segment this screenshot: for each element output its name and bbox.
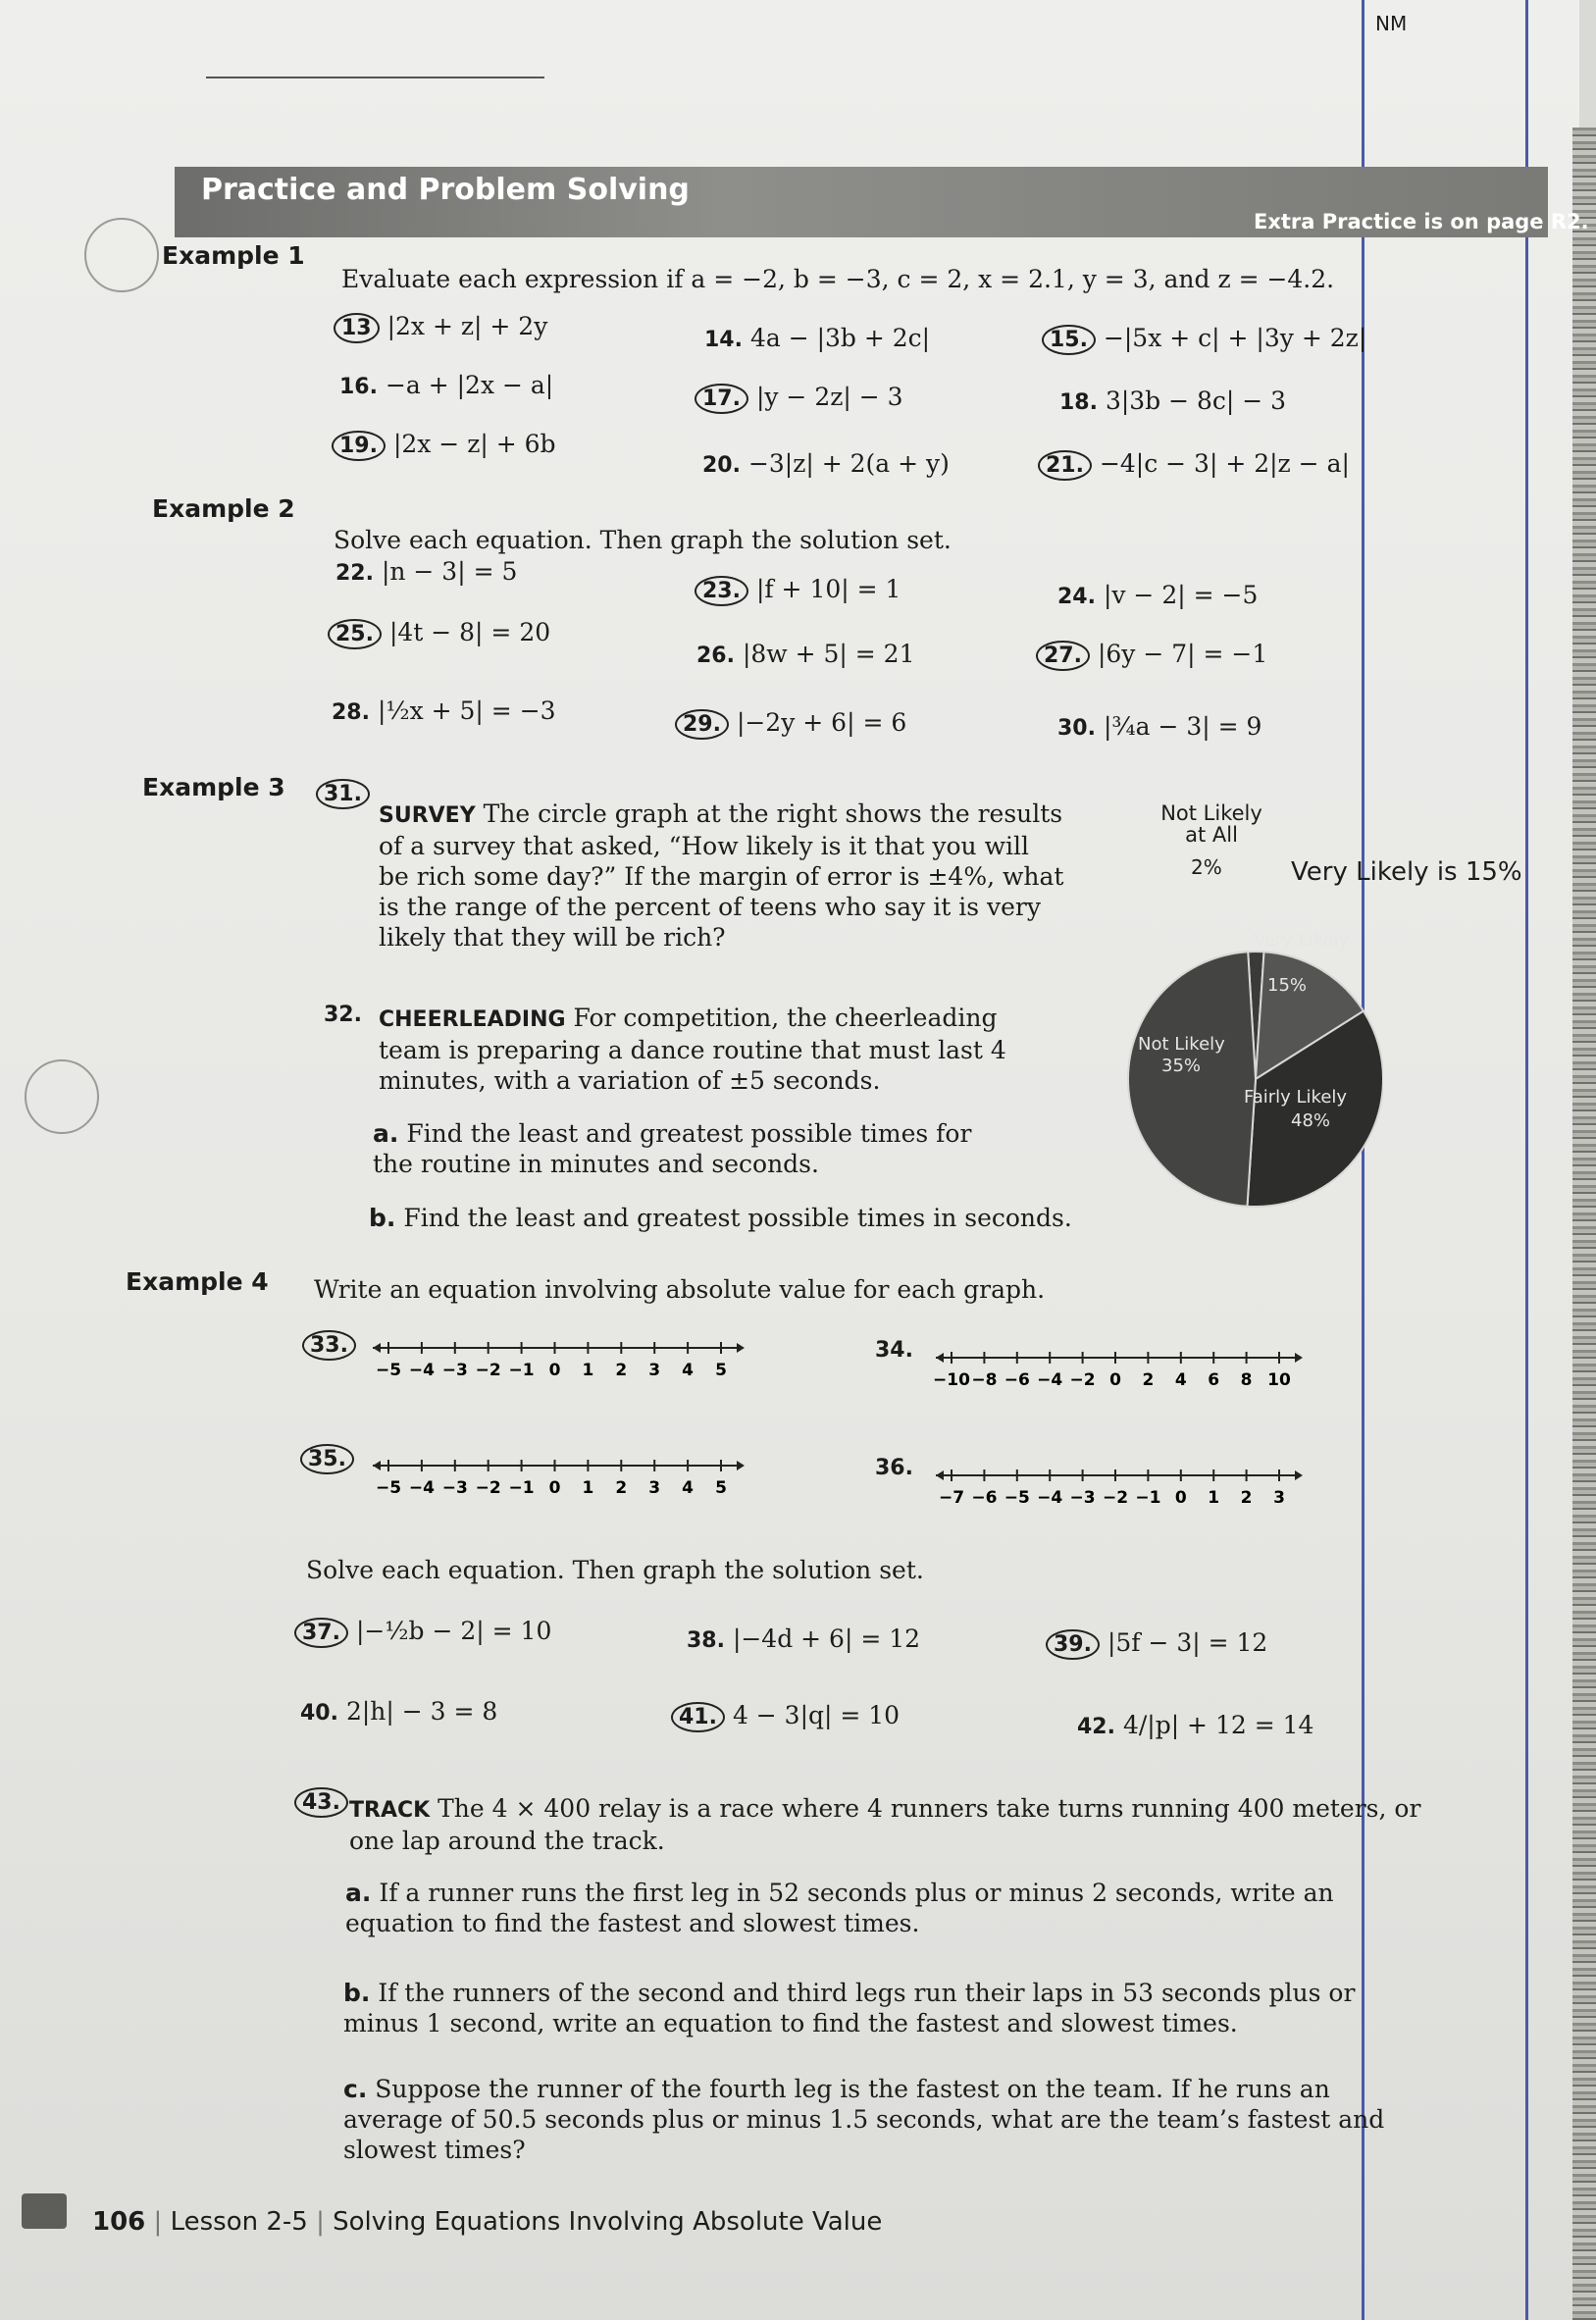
tick-label: 3 bbox=[1273, 1488, 1285, 1508]
binder-hole bbox=[25, 1059, 99, 1134]
section-instruction: Solve each equation. Then graph the solution set. bbox=[306, 1556, 924, 1584]
problem-expression: |y − 2z| − 3 bbox=[755, 383, 903, 411]
problem bbox=[675, 708, 906, 740]
arrow-right-icon bbox=[1295, 1353, 1303, 1363]
part-label: a. bbox=[345, 1879, 372, 1907]
problem bbox=[687, 1624, 920, 1653]
pie-label-not-pct: 35% bbox=[1161, 1056, 1202, 1076]
tick-label: 6 bbox=[1208, 1370, 1220, 1390]
problem-expression: |f + 10| = 1 bbox=[755, 575, 901, 603]
lesson-number: Lesson 2-5 bbox=[170, 2207, 308, 2237]
problem-number: 14. bbox=[704, 328, 743, 352]
binder-hole bbox=[84, 218, 159, 292]
problem-expression: |2x + z| + 2y bbox=[386, 312, 548, 340]
arrow-left-icon bbox=[373, 1343, 381, 1353]
problem-heading: SURVEY bbox=[379, 803, 476, 828]
tick-label: 4 bbox=[1174, 1370, 1187, 1390]
problem-expression: |4t − 8| = 20 bbox=[388, 618, 551, 646]
problem-number: 19. bbox=[332, 431, 386, 461]
number-line-svg bbox=[371, 1334, 748, 1383]
tick-label: −2 bbox=[1102, 1488, 1129, 1508]
tick-label: −4 bbox=[408, 1361, 435, 1380]
tick-label: 0 bbox=[1109, 1370, 1121, 1390]
tick-label: −10 bbox=[934, 1370, 970, 1390]
arrow-left-icon bbox=[373, 1461, 381, 1470]
example-instruction: Write an equation involving absolute value for each graph. bbox=[314, 1275, 1046, 1304]
number-line bbox=[371, 1334, 748, 1383]
tick-label: 5 bbox=[715, 1478, 727, 1498]
problem-number: 17. bbox=[695, 384, 748, 414]
part-text: Find the least and greatest possible times for the routine in minutes and seconds. bbox=[373, 1119, 972, 1178]
problem-number: 15. bbox=[1042, 325, 1096, 355]
tick-label: 0 bbox=[548, 1361, 561, 1380]
problem bbox=[696, 640, 915, 668]
part-text: If a runner runs the first leg in 52 seconds plus or minus 2 seconds, write an equation to find the fastest and slowest times. bbox=[345, 1879, 1334, 1937]
tick-label: −7 bbox=[938, 1488, 965, 1508]
problem-expression: |−½b − 2| = 10 bbox=[355, 1617, 552, 1645]
example-instruction: Evaluate each expression if a = −2, b = −3, c = 2, x = 2.1, y = 3, and z = −4.2. bbox=[341, 265, 1335, 293]
arrow-right-icon bbox=[1295, 1470, 1303, 1480]
problem-number: 29. bbox=[675, 709, 729, 740]
problem-number: 21. bbox=[1038, 450, 1092, 481]
tick-label: 2 bbox=[615, 1361, 628, 1380]
pie-label-fairly: Fairly Likely bbox=[1244, 1087, 1348, 1108]
problem-number: 24. bbox=[1057, 585, 1096, 609]
tick-label: 8 bbox=[1240, 1370, 1253, 1390]
page-number: 106 bbox=[92, 2207, 146, 2237]
tick-label: 1 bbox=[1208, 1488, 1220, 1508]
number-line bbox=[934, 1462, 1307, 1511]
corner-note: NM bbox=[1375, 12, 1408, 35]
tick-label: −4 bbox=[1037, 1488, 1063, 1508]
problem-43-text bbox=[349, 1793, 1428, 1856]
problem bbox=[671, 1701, 900, 1732]
example-label: Example 3 bbox=[142, 773, 285, 801]
problem-number: 43. bbox=[294, 1787, 348, 1818]
arrow-left-icon bbox=[936, 1470, 944, 1480]
problem-expression: |8w + 5| = 21 bbox=[742, 640, 915, 668]
pie-annotation: Very Likely is 15% bbox=[1291, 857, 1522, 887]
tick-label: 3 bbox=[648, 1478, 661, 1498]
example-label: Example 2 bbox=[152, 494, 295, 523]
tick-label: −1 bbox=[508, 1478, 535, 1498]
problem bbox=[300, 1697, 497, 1726]
example-label: Example 1 bbox=[162, 241, 305, 270]
problem-number: 16. bbox=[339, 375, 378, 399]
problem-heading: CHEERLEADING bbox=[379, 1007, 566, 1032]
number-line-svg bbox=[371, 1452, 748, 1501]
problem bbox=[334, 312, 547, 343]
tick-label: −3 bbox=[441, 1361, 468, 1380]
problem-32b bbox=[369, 1203, 1095, 1233]
tick-label: −1 bbox=[508, 1361, 535, 1380]
tick-label: 0 bbox=[548, 1478, 561, 1498]
tick-label: −8 bbox=[971, 1370, 998, 1390]
problem-body: For competition, the cheerleading team is preparing a dance routine that must last 4 minutes, with a variation of ±5 seconds. bbox=[379, 1004, 1006, 1095]
problem bbox=[695, 575, 901, 606]
tick-label: 10 bbox=[1267, 1370, 1291, 1390]
tick-label: −1 bbox=[1135, 1488, 1161, 1508]
problem-expression: |¾a − 3| = 9 bbox=[1103, 712, 1262, 741]
pie-label-very: Very Likely bbox=[1254, 930, 1350, 951]
problem bbox=[695, 383, 903, 414]
tick-label: −3 bbox=[1069, 1488, 1096, 1508]
problem-expression: −a + |2x − a| bbox=[385, 371, 554, 399]
problem-43b bbox=[343, 1978, 1413, 2038]
problem-number: 41. bbox=[671, 1702, 725, 1732]
arrow-right-icon bbox=[737, 1461, 745, 1470]
problem-43a bbox=[345, 1878, 1405, 1938]
section-title: Practice and Problem Solving bbox=[201, 173, 690, 207]
problem-expression: |−2y + 6| = 6 bbox=[736, 708, 907, 737]
extra-practice-note: Extra Practice is on page R2. bbox=[1254, 210, 1589, 233]
part-text: If the runners of the second and third legs run their laps in 53 seconds plus or minus 1 second, write an equation to find the fastest and slowest times. bbox=[343, 1979, 1356, 2037]
problem bbox=[1057, 712, 1261, 741]
problem-expression: −|5x + c| + |3y + 2z| bbox=[1103, 324, 1367, 352]
problem-number: 13 bbox=[334, 313, 380, 343]
tick-label: 2 bbox=[615, 1478, 628, 1498]
graph-number: 33. bbox=[302, 1330, 356, 1361]
problem bbox=[332, 430, 556, 461]
problem-32a bbox=[373, 1118, 1001, 1179]
problem-number: 28. bbox=[332, 700, 370, 725]
tick-label: 0 bbox=[1174, 1488, 1187, 1508]
arrow-left-icon bbox=[936, 1353, 944, 1363]
tick-label: 5 bbox=[715, 1361, 727, 1380]
tick-label: −5 bbox=[375, 1478, 402, 1498]
number-line bbox=[371, 1452, 748, 1501]
tick-label: −3 bbox=[441, 1478, 468, 1498]
problem-number: 38. bbox=[687, 1628, 725, 1653]
problem-31-text bbox=[379, 799, 1065, 953]
problem-body: The circle graph at the right shows the results of a survey that asked, “How likely is it that you will be rich some day?” If the margin of error is ±4%, what is the range of the percent of teens who say it is very likely that they will be rich? bbox=[379, 799, 1064, 952]
pie-label-very-pct: 15% bbox=[1267, 975, 1308, 996]
graph-number: 36. bbox=[875, 1456, 913, 1480]
problem-number: 22. bbox=[335, 561, 374, 586]
problem-43c bbox=[343, 2074, 1422, 2165]
problem-expression: 4/|p| + 12 = 14 bbox=[1122, 1711, 1314, 1739]
pie-slice-fairly-likely bbox=[1128, 952, 1256, 1206]
underline-mark bbox=[206, 77, 544, 78]
blue-margin-line-right bbox=[1525, 0, 1528, 2320]
problem-number: 27. bbox=[1036, 641, 1090, 671]
part-label: b. bbox=[369, 1204, 396, 1232]
problem bbox=[1042, 324, 1366, 355]
pie-label-fairly-pct: 48% bbox=[1291, 1110, 1331, 1131]
tick-label: −4 bbox=[408, 1478, 435, 1498]
problem-expression: |5f − 3| = 12 bbox=[1107, 1628, 1268, 1657]
part-text: Find the least and greatest possible times in seconds. bbox=[403, 1204, 1072, 1232]
problem-number: 18. bbox=[1059, 390, 1098, 415]
pie-outside-value: 2% bbox=[1191, 855, 1222, 879]
tick-label: 3 bbox=[648, 1361, 661, 1380]
problem-expression: 2|h| − 3 = 8 bbox=[345, 1697, 498, 1726]
problem bbox=[1077, 1711, 1313, 1739]
book-edge bbox=[1572, 128, 1596, 2320]
problem-number: 42. bbox=[1077, 1715, 1115, 1739]
tick-label: 1 bbox=[582, 1478, 594, 1498]
tick-label: −2 bbox=[475, 1478, 501, 1498]
problem bbox=[294, 1617, 551, 1648]
tick-label: −2 bbox=[475, 1361, 501, 1380]
problem bbox=[1036, 640, 1267, 671]
problem bbox=[1046, 1628, 1267, 1660]
problem-number: 32. bbox=[324, 1003, 362, 1027]
footer-logo-icon bbox=[22, 2193, 67, 2229]
problem-expression: |2x − z| + 6b bbox=[392, 430, 556, 458]
problem-number: 23. bbox=[695, 576, 748, 606]
tick-label: −5 bbox=[1004, 1488, 1030, 1508]
part-label: b. bbox=[343, 1979, 371, 2007]
tick-label: 2 bbox=[1142, 1370, 1155, 1390]
graph-number: 34. bbox=[875, 1338, 913, 1363]
pie-label-not: Not Likely bbox=[1138, 1034, 1225, 1055]
problem-expression: −3|z| + 2(a + y) bbox=[747, 449, 950, 478]
problem-expression: 4a − |3b + 2c| bbox=[749, 324, 931, 352]
number-line-svg bbox=[934, 1344, 1307, 1393]
problem-expression: |½x + 5| = −3 bbox=[377, 696, 556, 725]
problem bbox=[335, 557, 517, 586]
problem bbox=[1059, 387, 1286, 415]
tick-label: −6 bbox=[1004, 1370, 1030, 1390]
problem-number: 30. bbox=[1057, 716, 1096, 741]
tick-label: −5 bbox=[375, 1361, 402, 1380]
problem-heading: TRACK bbox=[349, 1798, 431, 1823]
problem-number: 26. bbox=[696, 644, 735, 668]
problem-number: 37. bbox=[294, 1618, 348, 1648]
problem bbox=[332, 696, 556, 725]
problem bbox=[702, 449, 950, 478]
problem bbox=[1038, 449, 1350, 481]
problem-expression: 4 − 3|q| = 10 bbox=[732, 1701, 901, 1729]
example-label: Example 4 bbox=[126, 1267, 269, 1296]
tick-label: 4 bbox=[682, 1478, 695, 1498]
problem-32-text bbox=[379, 1003, 1065, 1096]
problem-body: The 4 × 400 relay is a race where 4 runners take turns running 400 meters, or one lap around the track. bbox=[349, 1794, 1421, 1855]
problem bbox=[1057, 581, 1258, 609]
problem bbox=[328, 618, 550, 649]
problem-number: 20. bbox=[702, 453, 741, 478]
problem-number: 39. bbox=[1046, 1629, 1100, 1660]
example-instruction: Solve each equation. Then graph the solution set. bbox=[334, 526, 952, 554]
number-line bbox=[934, 1344, 1307, 1393]
problem-expression: 3|3b − 8c| − 3 bbox=[1105, 387, 1287, 415]
problem-expression: |−4d + 6| = 12 bbox=[732, 1624, 921, 1653]
part-text: Suppose the runner of the fourth leg is the fastest on the team. If he runs an average of 50.5 seconds plus or minus 1.5 seconds, what are the team’s fastest and slowest times? bbox=[343, 2075, 1385, 2164]
problem-expression: |n − 3| = 5 bbox=[381, 557, 518, 586]
problem bbox=[339, 371, 553, 399]
problem bbox=[704, 324, 930, 352]
part-label: a. bbox=[373, 1119, 399, 1148]
tick-label: 1 bbox=[582, 1361, 594, 1380]
problem-expression: |6y − 7| = −1 bbox=[1097, 640, 1268, 668]
tick-label: −4 bbox=[1037, 1370, 1063, 1390]
graph-number: 35. bbox=[300, 1444, 354, 1474]
part-label: c. bbox=[343, 2075, 368, 2103]
footer: 106 | Lesson 2-5 | Solving Equations Involving Absolute Value bbox=[92, 2207, 883, 2237]
problem-number: 31. bbox=[316, 779, 370, 809]
problem-expression: |v − 2| = −5 bbox=[1103, 581, 1259, 609]
arrow-right-icon bbox=[737, 1343, 745, 1353]
lesson-title: Solving Equations Involving Absolute Value bbox=[333, 2207, 883, 2237]
tick-label: 4 bbox=[682, 1361, 695, 1380]
pie-outside-label: Not Likely at All bbox=[1160, 801, 1262, 847]
problem-expression: −4|c − 3| + 2|z − a| bbox=[1099, 449, 1350, 478]
problem-number: 25. bbox=[328, 619, 382, 649]
tick-label: 2 bbox=[1240, 1488, 1253, 1508]
problem-number: 40. bbox=[300, 1701, 338, 1726]
number-line-svg bbox=[934, 1462, 1307, 1511]
tick-label: −2 bbox=[1069, 1370, 1096, 1390]
tick-label: −6 bbox=[971, 1488, 998, 1508]
